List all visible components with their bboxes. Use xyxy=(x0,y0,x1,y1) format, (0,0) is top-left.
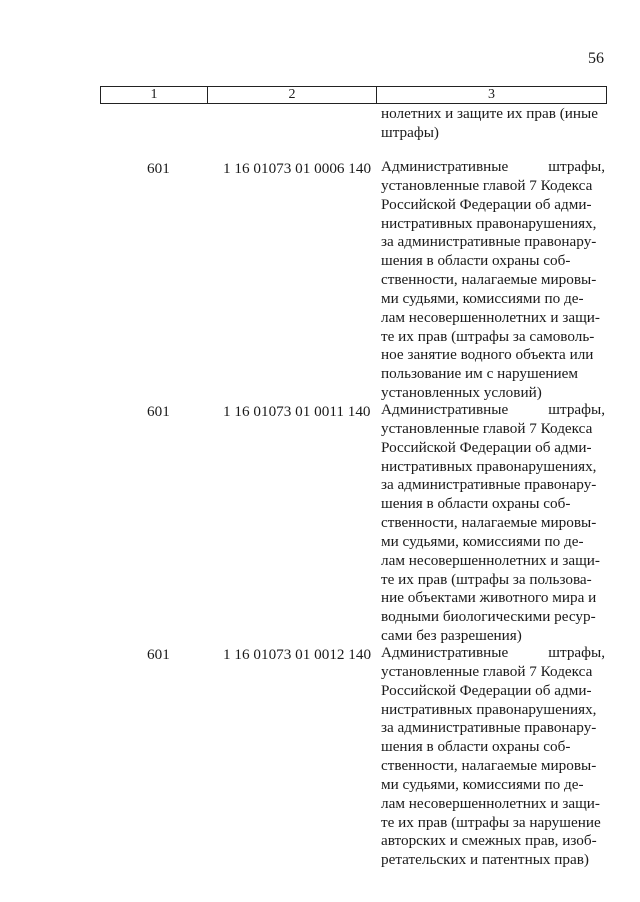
description-word: Административные xyxy=(381,401,509,418)
table-column-header xyxy=(100,86,607,104)
description-word: штрафы, xyxy=(548,158,605,175)
description-line: ственности, налагаемые мировы- xyxy=(381,757,597,775)
table-row-3-code: 601 xyxy=(147,646,170,663)
description-line: нистративных правонарушениях, xyxy=(381,457,597,475)
description-line: ми судьями, комиссиями по де- xyxy=(381,532,584,550)
description-line: сами без разрешения) xyxy=(381,627,522,645)
description-line: ми судьями, комиссиями по де- xyxy=(381,289,584,307)
description-line: шения в области охраны соб- xyxy=(381,252,571,270)
description-line: нистративных правонарушениях, xyxy=(381,214,597,232)
column-header-2: 2 xyxy=(208,87,377,103)
description-line: Российской Федерации об адми- xyxy=(381,195,592,213)
description-line: лам несовершеннолетних и защи- xyxy=(381,794,600,812)
description-line: установленные главой 7 Кодекса xyxy=(381,176,593,194)
description-line: ственности, налагаемые мировы- xyxy=(381,271,597,289)
description-line: шения в области охраны соб- xyxy=(381,495,571,513)
description-line xyxy=(381,644,605,663)
description-line: ное занятие водного объекта или xyxy=(381,346,594,364)
description-line: те их прав (штрафы за самоволь- xyxy=(381,327,595,345)
description-line: лам несовершеннолетних и защи- xyxy=(381,308,600,326)
description-word: штрафы, xyxy=(548,644,605,661)
page-number: 56 xyxy=(588,50,604,67)
description-line: за административные правонару- xyxy=(381,719,597,737)
description-line: те их прав (штрафы за нарушение xyxy=(381,813,601,831)
description-line xyxy=(381,158,605,177)
description-word: Административные xyxy=(381,644,509,661)
description-line xyxy=(381,401,605,420)
description-line: установленные главой 7 Кодекса xyxy=(381,662,593,680)
description-line: шения в области охраны соб- xyxy=(381,738,571,756)
text-line: штрафы) xyxy=(381,123,439,141)
continuation-text xyxy=(381,105,605,143)
description-line: ретательских и патентных прав) xyxy=(381,851,589,869)
description-line: за административные правонару- xyxy=(381,233,597,251)
description-line: установленных условий) xyxy=(381,384,542,402)
table-row-3-kbk: 1 16 01073 01 0012 140 xyxy=(223,646,372,663)
description-word: Административные xyxy=(381,158,509,175)
description-line: нистративных правонарушениях, xyxy=(381,700,597,718)
description-line: пользование им с нарушением xyxy=(381,365,579,383)
description-line: авторских и смежных прав, изоб- xyxy=(381,832,597,850)
table-row-3-description xyxy=(381,644,605,870)
description-line: Российской Федерации об адми- xyxy=(381,681,592,699)
description-line: водными биологическими ресур- xyxy=(381,608,596,626)
description-word: штрафы, xyxy=(548,401,605,418)
description-line: Российской Федерации об адми- xyxy=(381,438,592,456)
description-line: ние объектами животного мира и xyxy=(381,589,597,607)
table-row-1-kbk: 1 16 01073 01 0006 140 xyxy=(223,160,372,177)
table-row-2-code: 601 xyxy=(147,403,170,420)
column-header-1: 1 xyxy=(101,87,208,103)
table-row-1-description xyxy=(381,158,605,403)
description-line: лам несовершеннолетних и защи- xyxy=(381,551,600,569)
description-line: ственности, налагаемые мировы- xyxy=(381,514,597,532)
column-header-3: 3 xyxy=(488,87,495,102)
table-row-2-kbk: 1 16 01073 01 0011 140 xyxy=(223,403,371,420)
text-line: нолетних и защите их прав (иные xyxy=(381,105,598,122)
description-line: за административные правонару- xyxy=(381,476,597,494)
table-row-2-description xyxy=(381,401,605,646)
description-line: установленные главой 7 Кодекса xyxy=(381,419,593,437)
description-line: те их прав (штрафы за пользова- xyxy=(381,570,592,588)
description-line: ми судьями, комиссиями по де- xyxy=(381,775,584,793)
table-row-1-code: 601 xyxy=(147,160,170,177)
